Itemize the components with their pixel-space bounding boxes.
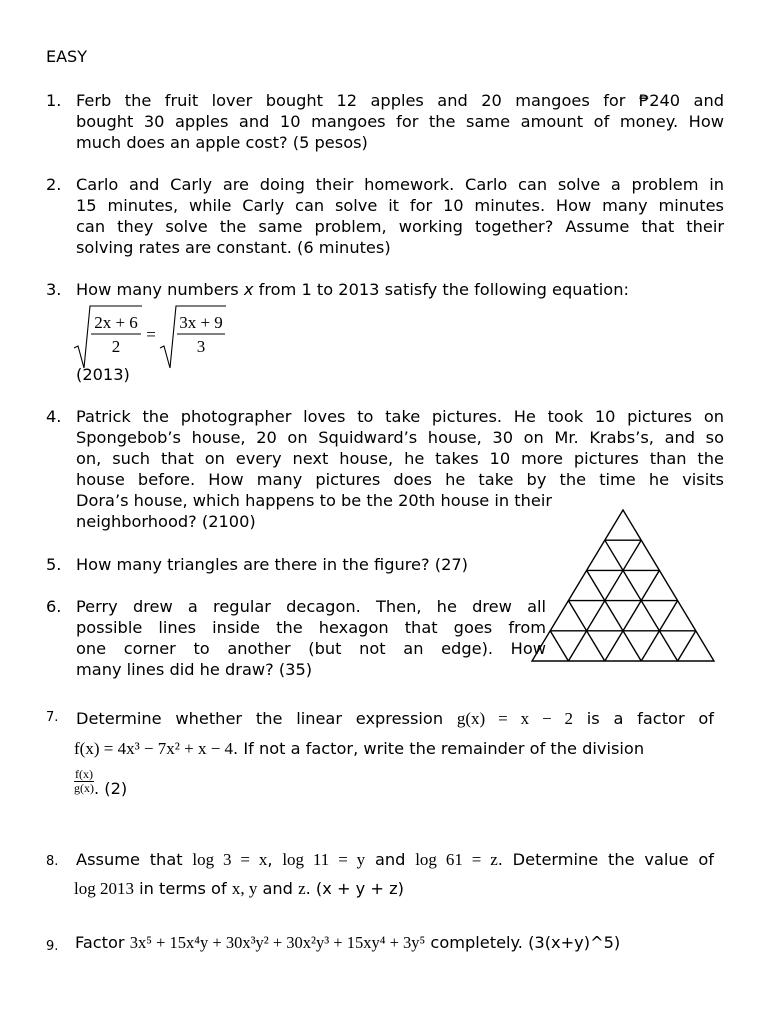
answer-text: . (x + y + z) (305, 879, 404, 898)
question-text-line: Dora’s house, which happens to be the 20th house in their (76, 491, 553, 510)
question-text-line: solving rates are constant. (6 minutes) (76, 238, 391, 257)
comma: , (267, 850, 283, 869)
question-text: from 1 to 2013 satisfy the following equation: (253, 280, 629, 299)
question-number: 3. (46, 280, 62, 299)
answer-text: (2013) (76, 365, 130, 384)
question-text-line: one corner to another (but not an edge). How (76, 639, 546, 658)
question-text: in terms of (133, 879, 232, 898)
question-number: 6. (46, 597, 62, 616)
radical-equation (72, 300, 242, 372)
math-x-y: x, y (231, 879, 258, 898)
question-text: is a factor of (572, 709, 715, 728)
question-text: . If not a factor, write the remainder of the division (233, 739, 645, 758)
math-f-of-x: f(x) = 4x³ − 7x² + x − 4 (74, 739, 234, 758)
math-log3: log 3 = x (192, 850, 268, 869)
question-number: 4. (46, 407, 62, 426)
triangle-grid-figure (530, 508, 716, 664)
question-text: Factor (75, 933, 130, 952)
question-text-line: much does an apple cost? (5 pesos) (76, 133, 368, 152)
question-text: and (257, 879, 299, 898)
lhs-numerator: 2x + 6 (94, 313, 138, 332)
question-3 (46, 279, 724, 300)
rhs-numerator: 3x + 9 (179, 313, 223, 332)
math-g-of-x: g(x) = x − 2 (456, 709, 573, 728)
math-z: z (298, 879, 306, 898)
math-log2013: log 2013 (74, 879, 134, 898)
question-text-line: house before. How many pictures does he take by the time he visits (76, 470, 724, 489)
question-8 (46, 846, 714, 904)
lhs-denominator: 2 (111, 337, 121, 356)
question-number: 8. (46, 854, 59, 869)
question-text-line: Perry drew a regular decagon. Then, he drew all (76, 597, 546, 616)
question-text-line: Patrick the photographer loves to take pictures. He took 10 pictures on (76, 407, 724, 426)
math-log11: log 11 = y (282, 850, 366, 869)
question-number: 5. (46, 555, 62, 574)
question-3-answer (46, 364, 724, 385)
section-heading: EASY (46, 47, 87, 66)
math-polynomial: 3x⁵ + 15x⁴y + 30x³y² + 30x²y³ + 15xy⁴ + 3y⁵ (129, 933, 426, 952)
question-text-line: Ferb the fruit lover bought 12 apples and 20 mangoes for ₱240 and (76, 91, 724, 110)
question-9 (46, 932, 736, 953)
answer-text: . (2) (94, 779, 128, 798)
question-text: Assume that (76, 850, 193, 869)
question-6 (46, 596, 546, 680)
question-text: How many triangles are there in the figure? (27) (76, 555, 468, 574)
question-2 (46, 174, 724, 258)
question-number: 2. (46, 175, 62, 194)
rhs-denominator: 3 (196, 337, 206, 356)
question-number: 7. (46, 710, 59, 725)
question-1 (46, 90, 724, 153)
question-text-line: 15 minutes, while Carly can solve it for 10 minutes. How many minutes (76, 196, 724, 215)
question-text-line: Carlo and Carly are doing their homework. Carlo can solve a problem in (76, 175, 724, 194)
question-text-line: on, such that on every next house, he takes 10 more pictures than the (76, 449, 724, 468)
question-text-line: bought 30 apples and 10 mangoes for the same amount of money. How (76, 112, 724, 131)
question-number: 9. (46, 939, 59, 954)
question-number: 1. (46, 91, 62, 110)
fraction-denominator: g(x) (74, 781, 94, 795)
fraction-numerator: f(x) (75, 767, 93, 781)
question-text: Determine whether the linear expression (76, 709, 457, 728)
variable-x: x (243, 280, 254, 299)
question-text: How many numbers (76, 280, 244, 299)
answer-text: completely. (3(x+y)^5) (425, 933, 621, 952)
question-text-line: can they solve the same problem, working together? Assume that their (76, 217, 724, 236)
question-7 (46, 704, 714, 799)
question-text: . Determine the value of (497, 850, 714, 869)
division-fraction (74, 768, 94, 795)
question-text-line: possible lines inside the hexagon that goes from (76, 618, 546, 637)
equals-sign: = (146, 325, 156, 344)
question-text-line: many lines did he draw? (35) (76, 660, 313, 679)
question-text-line: Spongebob’s house, 20 on Squidward’s house, 30 on Mr. Krabs’s, and so (76, 428, 724, 447)
question-text: and (365, 850, 416, 869)
question-text-line: neighborhood? (2100) (76, 512, 256, 531)
math-log61: log 61 = z (415, 850, 498, 869)
